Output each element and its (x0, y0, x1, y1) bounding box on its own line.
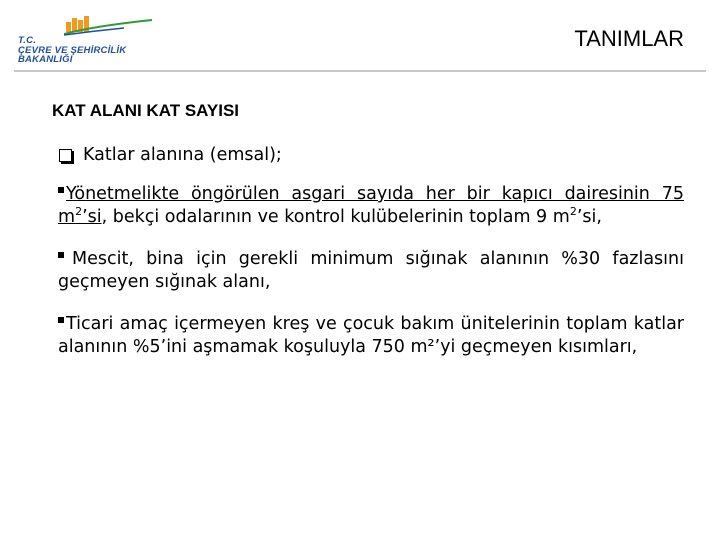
list-item (58, 313, 684, 359)
list-item: Yönetmelikte öngörülen asgari sayıda her bir kapıcı dairesinin 75 $m^2’si$, bekçi odalarının ve kontrol kulübelerinin toplam 9 $m^2’si$, (58, 184, 684, 227)
header-divider (14, 70, 706, 72)
checkbox-bullet-icon (59, 149, 72, 162)
logo-line-3: BAKANLIĞI (18, 54, 73, 65)
section-heading: KAT ALANI KAT SAYISI (52, 101, 240, 120)
list-item (58, 248, 684, 294)
logo-emblem-icon (64, 14, 164, 36)
page-title: TANIMLAR (574, 26, 684, 51)
question-line (58, 144, 684, 167)
ministry-logo (14, 14, 164, 70)
logo-line-2: ÇEVRE VE ŞEHİRCİLİK (18, 44, 127, 56)
square-bullet-icon (58, 317, 64, 323)
main-content (58, 144, 684, 378)
logo-line-1: T.C. (18, 35, 37, 46)
logo-text (18, 36, 126, 65)
underlined-text: Yönetmelikte öngörülen asgari sayıda her bir kapıcı dairesinin 75 $m^2’si$ (58, 184, 684, 227)
square-bullet-icon (58, 252, 64, 258)
list-item-text: Mescit, bina için gerekli minimum sığınak alanının %30 fazlasını geçmeyen sığınak alanı, (58, 249, 684, 292)
square-bullet-icon (58, 187, 64, 193)
question-text: Katlar alanına (emsal); (83, 145, 282, 165)
list-item-text: Ticari amaç içermeyen kreş ve çocuk bakım ünitelerinin toplam katlar alanının %5’ini aşmamak koşuluyla 750 m²’yi geçmeyen kısımları, (58, 314, 684, 357)
